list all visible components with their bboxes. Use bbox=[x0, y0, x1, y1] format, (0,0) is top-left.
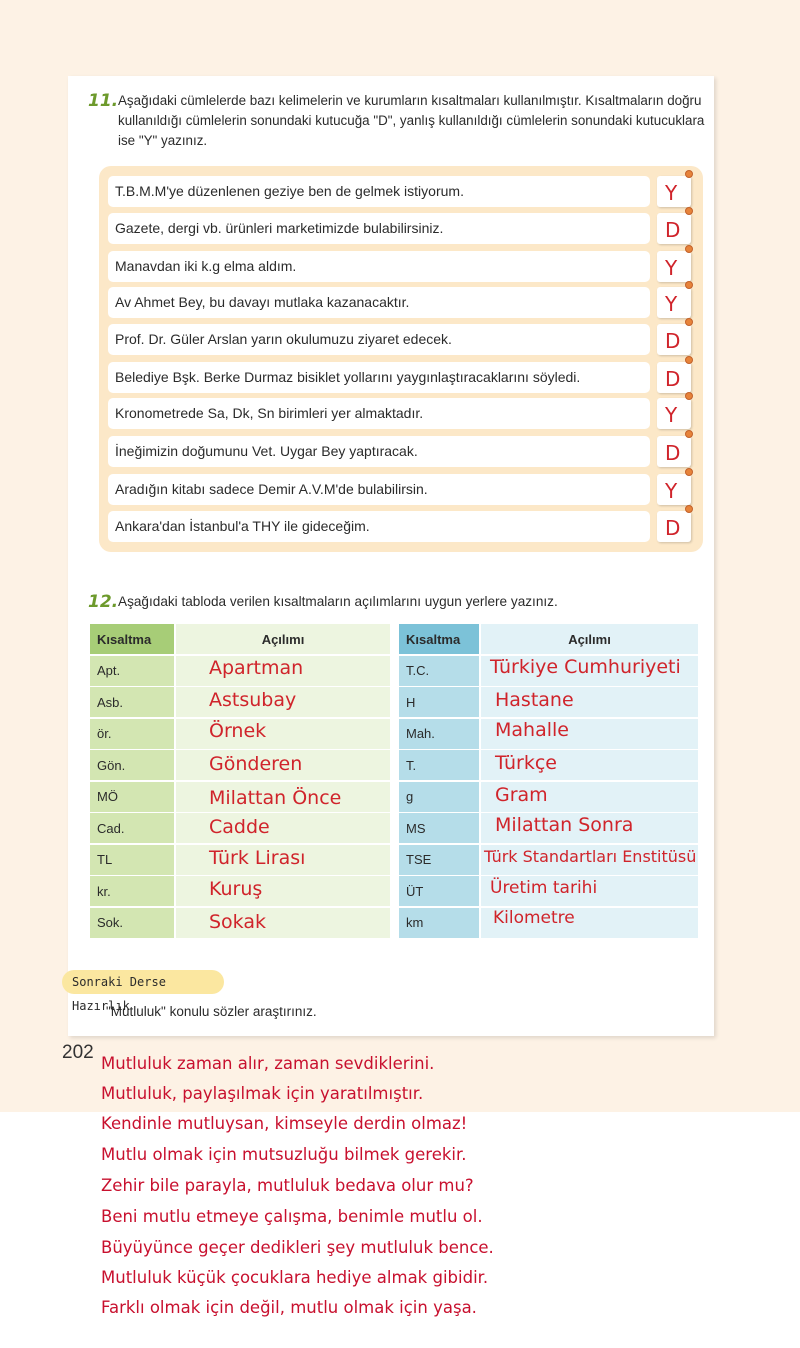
table-header-full: Açılımı bbox=[176, 624, 390, 654]
pin-icon bbox=[685, 318, 693, 326]
handwritten-answer[interactable]: Türkiye Cumhuriyeti bbox=[490, 656, 681, 678]
answer-letter: Y bbox=[665, 292, 678, 316]
answer-letter: D bbox=[665, 218, 681, 242]
quote-line: Zehir bile parayla, mutluluk bedava olur mu? bbox=[101, 1176, 474, 1195]
abbreviation-cell: Asb. bbox=[90, 687, 174, 717]
answer-box[interactable] bbox=[657, 287, 691, 318]
sentence-row: Belediye Bşk. Berke Durmaz bisiklet yollarını yaygınlaştıracaklarını söyledi. bbox=[108, 362, 650, 393]
quote-line: Mutluluk küçük çocuklara hediye almak gibidir. bbox=[101, 1268, 489, 1287]
sentence-row: Ankara'dan İstanbul'a THY ile gideceğim. bbox=[108, 511, 650, 542]
question-11-instruction: Aşağıdaki cümlelerde bazı kelimelerin ve kurumların kısaltmaları kullanılmıştır. Kısaltmaların doğru kullanıldığı cümlelerin sonundaki kutucuğa "D", yanlış kullanıldığı cümlelerin sonundaki kutucuklara ise "Y" yazınız. bbox=[118, 93, 705, 148]
table-header-full: Açılımı bbox=[481, 624, 698, 654]
handwritten-answer[interactable]: Kilometre bbox=[493, 908, 575, 928]
abbreviation-cell: T.C. bbox=[399, 656, 479, 686]
abbreviation-cell: MÖ bbox=[90, 782, 174, 812]
answer-box[interactable] bbox=[657, 176, 691, 207]
answer-box[interactable] bbox=[657, 213, 691, 244]
table-header-abbr: Kısaltma bbox=[90, 624, 174, 654]
quote-line: Mutlu olmak için mutsuzluğu bilmek gerekir. bbox=[101, 1145, 467, 1164]
page-number: 202 bbox=[62, 1042, 94, 1063]
sentence-row: Prof. Dr. Güler Arslan yarın okulumuzu ziyaret edecek. bbox=[108, 324, 650, 355]
pin-icon bbox=[685, 281, 693, 289]
abbreviation-cell: Gön. bbox=[90, 750, 174, 780]
abbreviation-cell: T. bbox=[399, 750, 479, 780]
handwritten-answer[interactable]: Cadde bbox=[209, 816, 270, 838]
answer-letter: D bbox=[665, 367, 681, 391]
handwritten-answer[interactable]: Gram bbox=[495, 784, 548, 806]
pin-icon bbox=[685, 170, 693, 178]
answer-letter: D bbox=[665, 441, 681, 465]
answer-box[interactable] bbox=[657, 474, 691, 505]
handwritten-answer[interactable]: Astsubay bbox=[209, 689, 297, 711]
sentence-row: T.B.M.M'ye düzenlenen geziye ben de gelmek istiyorum. bbox=[108, 176, 650, 207]
handwritten-answer[interactable]: Türk Standartları Enstitüsü bbox=[484, 847, 697, 866]
abbreviation-cell: H bbox=[399, 687, 479, 717]
abbreviation-cell: Cad. bbox=[90, 813, 174, 843]
abbreviation-cell: g bbox=[399, 782, 479, 812]
sentence-row: İneğimizin doğumunu Vet. Uygar Bey yaptıracak. bbox=[108, 436, 650, 467]
pin-icon bbox=[685, 245, 693, 253]
question-12-instruction: Aşağıdaki tabloda verilen kısaltmaların açılımlarını uygun yerlere yazınız. bbox=[118, 594, 558, 609]
sentence-row: Av Ahmet Bey, bu davayı mutlaka kazanacaktır. bbox=[108, 287, 650, 318]
pin-icon bbox=[685, 207, 693, 215]
abbreviation-cell: Mah. bbox=[399, 719, 479, 749]
answer-box[interactable] bbox=[657, 251, 691, 282]
abbreviation-cell: Apt. bbox=[90, 656, 174, 686]
pin-icon bbox=[685, 505, 693, 513]
answer-box[interactable] bbox=[657, 324, 691, 355]
quote-line: Beni mutlu etmeye çalışma, benimle mutlu ol. bbox=[101, 1207, 483, 1226]
answer-letter: D bbox=[665, 516, 681, 540]
handwritten-answer[interactable]: Örnek bbox=[209, 720, 267, 742]
abbreviation-cell: km bbox=[399, 908, 479, 938]
sentence-row: Gazete, dergi vb. ürünleri marketimizde bulabilirsiniz. bbox=[108, 213, 650, 244]
pin-icon bbox=[685, 430, 693, 438]
question-11-number: 11. bbox=[88, 91, 119, 111]
answer-box[interactable] bbox=[657, 511, 691, 542]
abbreviation-cell: TL bbox=[90, 845, 174, 875]
abbreviation-cell: ör. bbox=[90, 719, 174, 749]
handwritten-answer[interactable]: Gönderen bbox=[209, 753, 303, 775]
quote-line: Mutluluk zaman alır, zaman sevdiklerini. bbox=[101, 1054, 435, 1073]
answer-letter: Y bbox=[665, 479, 678, 503]
handwritten-answer[interactable]: Üretim tarihi bbox=[490, 878, 598, 898]
quote-line: Kendinle mutluysan, kimseyle derdin olmaz! bbox=[101, 1114, 468, 1133]
answer-box[interactable] bbox=[657, 398, 691, 429]
handwritten-answer[interactable]: Türk Lirası bbox=[209, 847, 306, 869]
abbreviation-cell: MS bbox=[399, 813, 479, 843]
sentence-row: Manavdan iki k.g elma aldım. bbox=[108, 251, 650, 282]
handwritten-answer[interactable]: Türkçe bbox=[495, 752, 557, 774]
sentence-row: Aradığın kitabı sadece Demir A.V.M'de bulabilirsin. bbox=[108, 474, 650, 505]
abbreviation-cell: Sok. bbox=[90, 908, 174, 938]
quote-line: Mutluluk, paylaşılmak için yaratılmıştır. bbox=[101, 1084, 424, 1103]
abbreviation-cell: TSE bbox=[399, 845, 479, 875]
handwritten-answer[interactable]: Milattan Önce bbox=[209, 787, 342, 809]
answer-box[interactable] bbox=[657, 362, 691, 393]
answer-letter: Y bbox=[665, 256, 678, 280]
pin-icon bbox=[685, 356, 693, 364]
sentence-row: Kronometrede Sa, Dk, Sn birimleri yer almaktadır. bbox=[108, 398, 650, 429]
pin-icon bbox=[685, 468, 693, 476]
answer-letter: D bbox=[665, 329, 681, 353]
handwritten-answer[interactable]: Milattan Sonra bbox=[495, 814, 634, 836]
pin-icon bbox=[685, 392, 693, 400]
abbreviation-cell: ÜT bbox=[399, 876, 479, 906]
handwritten-answer[interactable]: Kuruş bbox=[209, 878, 263, 900]
question-12-number: 12. bbox=[88, 592, 119, 612]
answer-letter: Y bbox=[665, 181, 678, 205]
answer-box[interactable] bbox=[657, 436, 691, 467]
handwritten-answer[interactable]: Apartman bbox=[209, 657, 304, 679]
table-header-abbr: Kısaltma bbox=[399, 624, 479, 654]
next-lesson-prep-text: "Mutluluk" konulu sözler araştırınız. bbox=[106, 1004, 317, 1019]
handwritten-answer[interactable]: Sokak bbox=[209, 911, 266, 933]
handwritten-answer[interactable]: Hastane bbox=[495, 689, 574, 711]
quote-line: Farklı olmak için değil, mutlu olmak için yaşa. bbox=[101, 1298, 477, 1317]
next-lesson-prep-label: Sonraki Derse Hazırlık bbox=[62, 970, 224, 994]
quote-line: Büyüyünce geçer dedikleri şey mutluluk bence. bbox=[101, 1238, 494, 1257]
abbreviation-cell: kr. bbox=[90, 876, 174, 906]
answer-letter: Y bbox=[665, 403, 678, 427]
handwritten-answer[interactable]: Mahalle bbox=[495, 719, 569, 741]
